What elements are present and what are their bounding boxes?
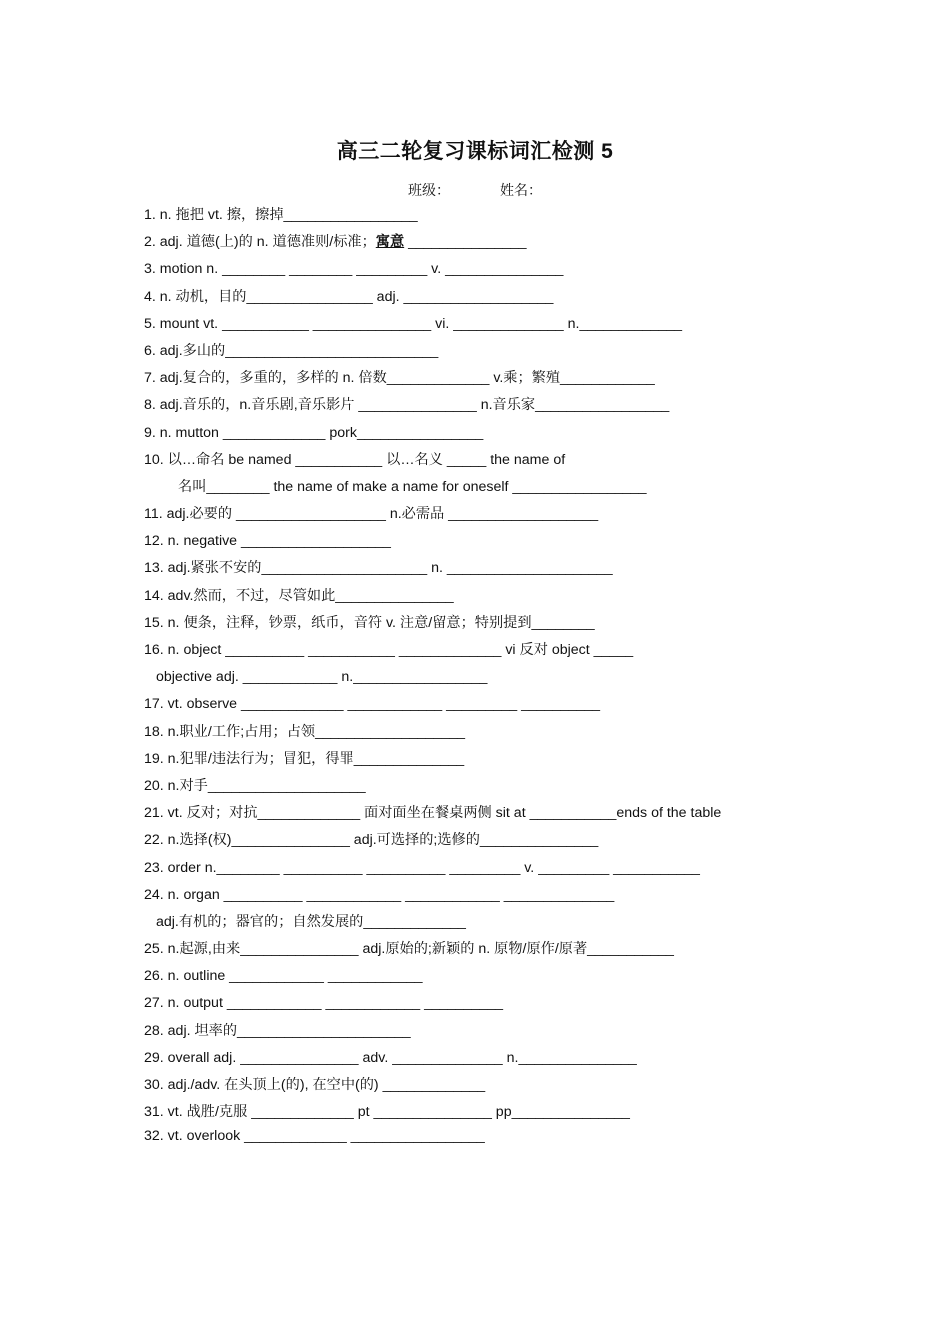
emphasized-term: 寓意 <box>375 234 405 251</box>
vocab-item: 13. adj.紧张不安的_____________________ n. _____________________ <box>144 560 613 577</box>
vocab-item: 1. n. 拖把 vt. 擦，擦掉_________________ <box>144 207 418 223</box>
vocab-item: 14. adv.然而，不过，尽管如此_______________ <box>144 587 454 604</box>
vocab-item: 20. n.对手____________________ <box>144 777 366 794</box>
vocab-item: 24. n. organ __________ ____________ ____________ ______________ <box>144 886 615 903</box>
vocab-item: 17. vt. observe _____________ ____________ _________ __________ <box>144 696 601 713</box>
vocab-item: 32. vt. overlook _____________ _________________ <box>144 1128 485 1145</box>
name-label: 姓名： <box>500 182 542 198</box>
vocab-item: 21. vt. 反对；对抗_____________ 面对面坐在餐桌两侧 sit at ___________ends of the table <box>144 805 722 822</box>
student-info <box>0 180 950 200</box>
vocab-item: 22. n.选择(权)_______________ adj.可选择的;选修的_______________ <box>144 832 599 849</box>
vocab-item: 4. n. 动机，目的________________ adj. ___________________ <box>144 288 554 305</box>
vocab-item: 28. adj. 坦率的______________________ <box>144 1022 411 1039</box>
vocab-item: 12. n. negative ___________________ <box>144 533 391 550</box>
page-title: 高三二轮复习课标词汇检测 5 <box>336 140 614 163</box>
vocab-item: 31. vt. 战胜/克服 _____________ pt _______________ pp_______________ <box>144 1104 630 1121</box>
vocab-item: 7. adj.复合的，多重的，多样的 n. 倍数_____________ v.乘；繁殖____________ <box>144 370 655 387</box>
vocab-item: 23. order n.________ __________ __________ _________ v. _________ ___________ <box>144 859 700 876</box>
vocab-item: 8. adj.音乐的，n.音乐剧,音乐影片 _______________ n.音乐家_________________ <box>144 397 670 414</box>
vocab-item: 26. n. outline ____________ ____________ <box>144 968 423 985</box>
vocab-item: 19. n.犯罪/违法行为；冒犯，得罪______________ <box>144 750 465 767</box>
class-label: 班级： <box>408 182 450 198</box>
vocab-item: 25. n.起源,由来_______________ adj.原始的;新颖的 n. 原物/原作/原著___________ <box>144 941 674 958</box>
vocab-item: 30. adj./adv. 在头顶上(的), 在空中(的) _____________ <box>144 1077 486 1093</box>
vocab-item: 16. n. object __________ ___________ _____________ vi 反对 object _____ <box>144 642 634 658</box>
vocab-item: 29. overall adj. _______________ adv. ______________ n._______________ <box>144 1049 637 1066</box>
vocab-item: objective adj. ____________ n._________________ <box>156 669 488 686</box>
vocab-item: adj.有机的；器官的；自然发展的_____________ <box>156 913 466 930</box>
vocab-item <box>144 229 824 256</box>
item-text: _______________ <box>404 234 527 251</box>
vocabulary-list <box>144 202 824 1146</box>
vocab-item: 名叫________ the name of make a name for oneself _________________ <box>178 478 647 495</box>
vocab-item: 10. 以…命名 be named ___________ 以…名义 _____ the name of <box>144 451 566 468</box>
vocab-item: 11. adj.必要的 ___________________ n.必需品 ___________________ <box>144 506 599 523</box>
vocab-item: 3. motion n. ________ ________ _________ v. _______________ <box>144 261 564 278</box>
vocab-item: 15. n. 便条，注释，钞票，纸币，音符 v. 注意/留意；特别提到________ <box>144 614 595 631</box>
vocab-item: 6. adj.多山的___________________________ <box>144 342 439 359</box>
vocab-item: 18. n.职业/工作;占用；占领___________________ <box>144 723 465 740</box>
vocab-item: 5. mount vt. ___________ _______________ vi. ______________ n._____________ <box>144 315 683 332</box>
vocab-item: 9. n. mutton _____________ pork________________ <box>144 424 484 441</box>
item-text: 2. adj. 道德(上)的 n. 道德准则/标准； <box>144 234 376 251</box>
vocab-item: 27. n. output ____________ ____________ __________ <box>144 995 503 1012</box>
